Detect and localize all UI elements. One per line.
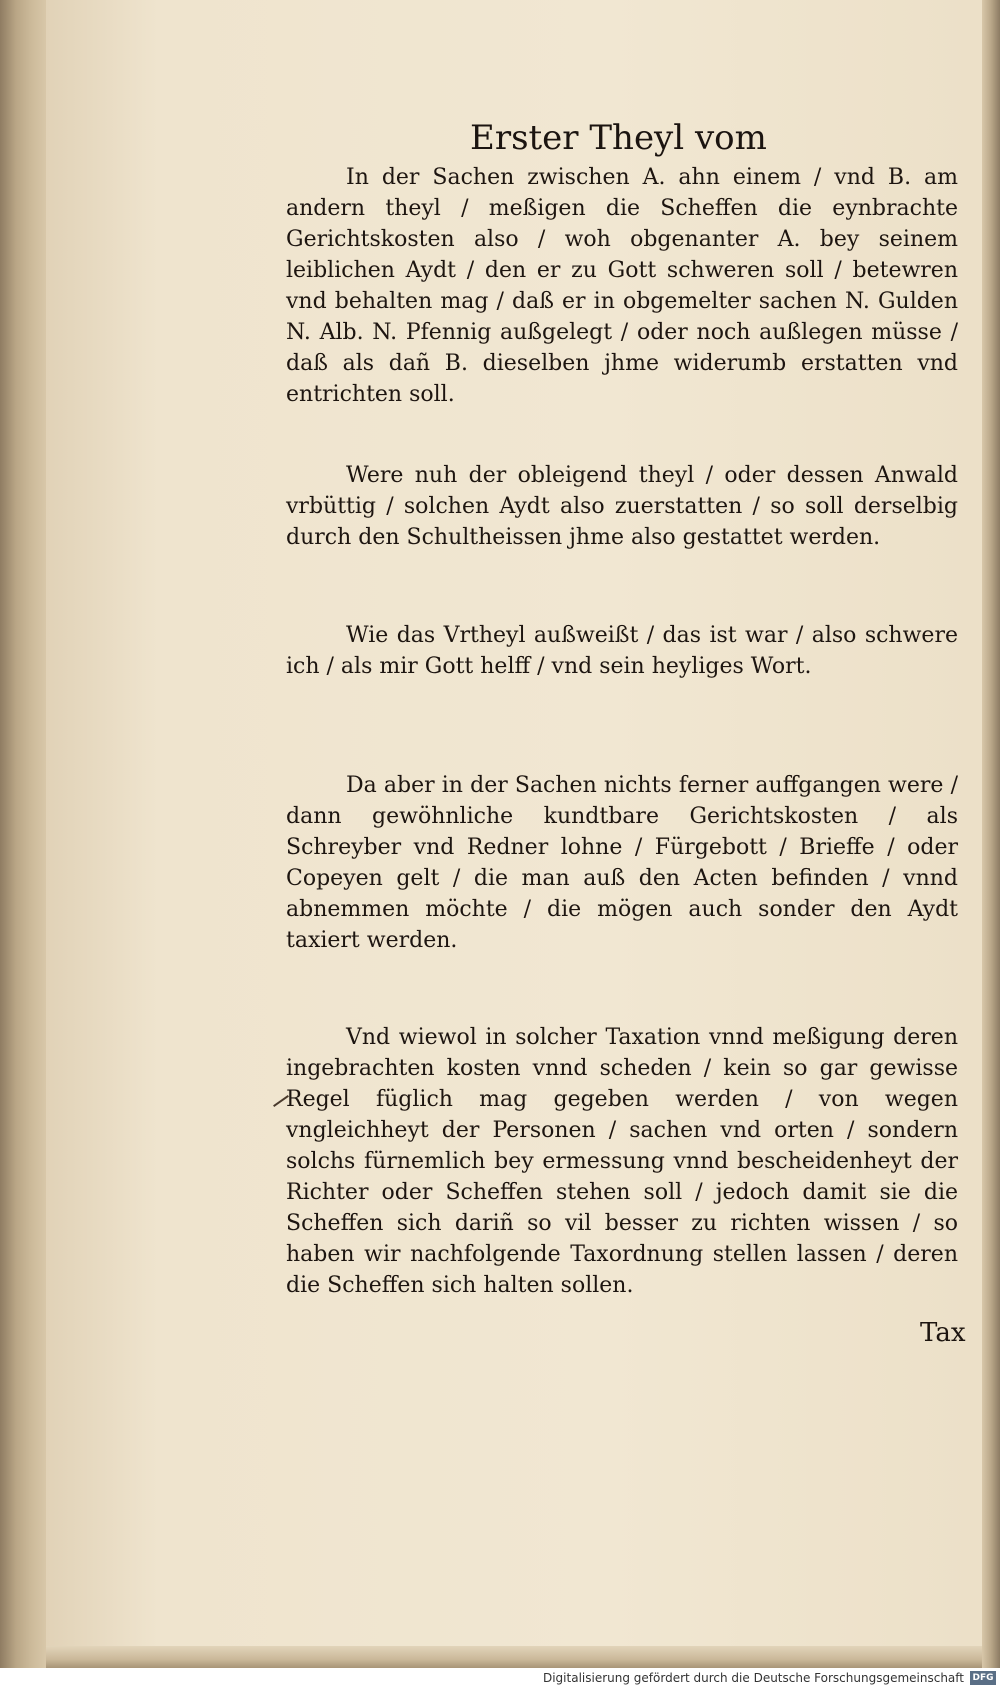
paragraph-1: In der Sachen zwischen A. ahn einem / vnd B. am andern theyl / meßigen die Scheffen die eynbrachte Gerichtskosten also / woh obgenanter A. bey seinem leiblichen Aydt / den er zu Gott schweren soll / betewren vnd behalten mag / daß er in obgemelter sachen N. Gulden N. Alb. N. Pfennig außgelegt / oder noch außlegen müsse / daß als dañ B. dieselben jhme widerumb erstatten vnd entrichten soll. bbox=[286, 165, 958, 407]
book-edge-right bbox=[982, 0, 1000, 1668]
book-edge-bottom bbox=[46, 1646, 982, 1668]
footer-credit: Digitalisierung gefördert durch die Deutsche Forschungsgemeinschaft bbox=[542, 1671, 964, 1685]
paragraph-5: Vnd wiewol in solcher Taxation vnnd meßigung deren ingebrachten kosten vnnd scheden / kein so gar gewisse Regel füglich mag gegeben werden / von wegen vngleichheyt der Personen / sachen vnd orten / sondern solchs fürnemlich bey ermessung vnnd bescheidenheyt der Richter oder Scheffen stehen soll / jedoch damit sie die Scheffen sich dariñ so vil besser zu richten wissen / so haben wir nachfolgende Taxordnung stellen lassen / deren die Scheffen sich halten sollen. bbox=[286, 1025, 958, 1298]
catchword: Tax bbox=[920, 1318, 966, 1348]
paragraph-2: Were nuh der obleigend theyl / oder dessen Anwald vrbüttig / solchen Aydt also zuerstatten / so soll derselbig durch den Schultheissen jhme also gestattet werden. bbox=[286, 463, 958, 550]
running-head: Erster Theyl vom bbox=[470, 118, 767, 158]
paragraph-3: Wie das Vrtheyl außweißt / das ist war / also schwere ich / als mir Gott helff / vnd sein heyliges Wort. bbox=[286, 623, 958, 679]
footer-bar bbox=[0, 1668, 1000, 1690]
book-page bbox=[46, 0, 982, 1646]
book-edge-left bbox=[0, 0, 46, 1668]
dfg-logo: DFG bbox=[970, 1671, 996, 1685]
paragraph-4: Da aber in der Sachen nichts ferner auffgangen were / dann gewöhnliche kundtbare Gerichtskosten / als Schreyber vnd Redner lohne / Fürgebott / Brieffe / oder Copeyen gelt / die man auß den Acten befinden / vnnd abnemmen möchte / die mögen auch sonder den Aydt taxiert werden. bbox=[286, 773, 958, 953]
